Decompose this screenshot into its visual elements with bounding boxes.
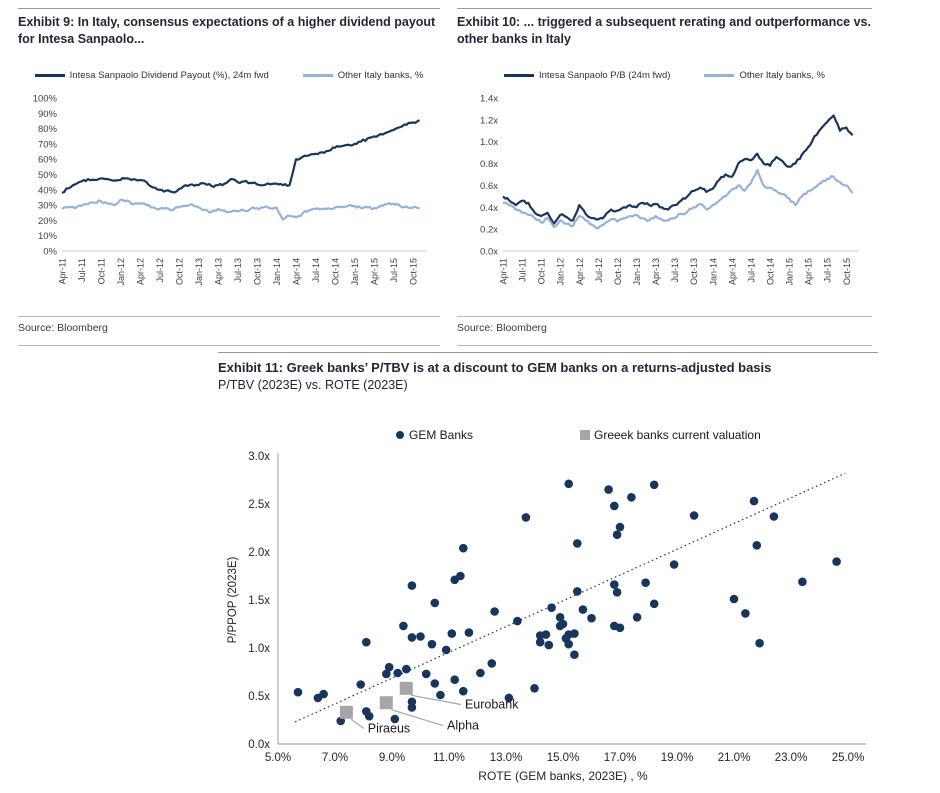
x-tick-label: Jan-14 [708, 258, 719, 286]
gem-bank-dot [570, 629, 579, 638]
gem-bank-dot [610, 502, 619, 511]
gem-bank-dot [428, 640, 437, 649]
gem-bank-dot [442, 646, 451, 655]
gem-bank-dot [559, 620, 568, 629]
annotation-leader-line [411, 695, 461, 704]
y-tick-label: 1.0x [480, 137, 498, 149]
gem-bank-dot [627, 493, 636, 502]
exhibit10-line-chart [457, 88, 872, 305]
divider-top [18, 8, 440, 9]
gem-bank-dot [408, 703, 417, 712]
y-tick-label: 0.8x [480, 159, 498, 171]
x-tick-label: 5.0% [264, 752, 292, 764]
x-axis-title: ROTE (GEM banks, 2023E) , % [478, 769, 648, 783]
gem-bank-dot [431, 679, 440, 688]
x-tick-label: Oct-13 [252, 258, 263, 286]
gem-bank-dot [613, 588, 622, 597]
divider-bottom [457, 345, 872, 346]
x-tick-label: Oct-12 [174, 258, 185, 286]
greek-banks-square-marker [580, 430, 590, 440]
x-tick-label: Jan-12 [116, 258, 126, 286]
gem-bank-dot [459, 687, 468, 696]
legend-item-greek-banks [580, 428, 761, 442]
y-tick-label: 1.5x [248, 595, 270, 607]
exhibit10-title: Exhibit 10: ... triggered a subsequent rerating and outperformance vs. other banks in Italy [457, 15, 871, 47]
exhibit11-subtitle: P/TBV (2023E) vs. ROTE (2023E) [218, 378, 408, 392]
x-tick-label: Oct-14 [765, 258, 776, 286]
x-tick-label: Jan-12 [555, 258, 566, 286]
x-tick-label: 11.0% [433, 752, 465, 764]
y-tick-label: 0.2x [480, 224, 498, 236]
gem-bank-dot [448, 629, 457, 638]
x-tick-label: Jul-11 [517, 258, 528, 282]
gem-bank-dot [755, 639, 764, 648]
gem-bank-dot [490, 607, 499, 616]
x-tick-label: Apr-15 [369, 258, 380, 286]
intesa-line-swatch [35, 74, 65, 77]
y-tick-label: 70% [37, 139, 57, 151]
y-tick-label: 0.4x [480, 202, 498, 214]
gem-bank-dot [564, 640, 573, 649]
gem-bank-dot [408, 633, 417, 642]
greek-bank-square-piraeus [340, 706, 353, 719]
gem-bank-dot [690, 511, 699, 520]
other-banks-line-swatch [704, 74, 734, 77]
y-tick-label: 50% [37, 170, 57, 181]
gem-bank-dot [365, 712, 374, 721]
legend-item-intesa-payout [35, 70, 269, 81]
y-tick-label: 30% [37, 200, 57, 212]
gem-bank-dot [294, 688, 303, 697]
exhibit10-legend [457, 70, 872, 81]
x-tick-label: Oct-11 [96, 258, 107, 285]
y-tick-label: 0.6x [480, 180, 498, 192]
gem-bank-dot [579, 605, 588, 614]
y-tick-label: 1.4x [480, 93, 498, 105]
gem-bank-dot [362, 638, 371, 647]
x-tick-label: 15.0% [546, 752, 580, 764]
line-series-1 [62, 200, 420, 220]
y-tick-label: 100% [32, 93, 57, 105]
gem-bank-dot [587, 614, 596, 623]
line-series-0 [503, 116, 853, 224]
gem-bank-dot [753, 541, 762, 550]
divider-top [457, 8, 872, 9]
gem-bank-dot [393, 669, 402, 678]
gem-bank-dot [573, 587, 582, 596]
gem-bank-dot [650, 600, 659, 609]
x-tick-label: Apr-14 [727, 258, 738, 286]
gem-bank-dot [670, 560, 679, 569]
y-tick-label: 10% [37, 231, 57, 243]
y-tick-label: 0.5x [248, 691, 270, 703]
gem-bank-dot [610, 580, 619, 589]
x-tick-label: 7.0% [321, 752, 349, 764]
gem-bank-dot [459, 544, 468, 553]
x-tick-label: Jan-15 [350, 258, 360, 286]
gem-bank-dot [650, 481, 659, 490]
gem-bank-dot [431, 599, 440, 608]
y-tick-label: 20% [37, 215, 57, 227]
gem-bank-dot [356, 680, 365, 689]
x-tick-label: 13.0% [489, 752, 523, 764]
x-tick-label: Jan-14 [272, 258, 282, 286]
exhibit9-title: Exhibit 9: In Italy, consensus expectations of a higher dividend payout for Intesa Sanpaolo... [18, 15, 436, 47]
x-tick-label: Oct-11 [536, 258, 547, 285]
y-tick-label: 90% [37, 108, 57, 120]
divider [457, 316, 872, 317]
gem-bank-dot [604, 485, 613, 494]
gem-bank-dot [456, 572, 465, 581]
x-tick-label: Jul-15 [822, 258, 833, 283]
y-tick-label: 60% [37, 154, 57, 166]
x-tick-label: Oct-15 [408, 258, 419, 286]
x-tick-label: Apr-15 [803, 258, 814, 286]
x-tick-label: Jan-15 [784, 258, 795, 286]
gem-bank-dot [402, 665, 411, 674]
y-axis-title: P/PPOP (2023E) [227, 556, 239, 644]
gem-bank-dot [570, 650, 579, 659]
x-tick-label: Apr-14 [291, 258, 302, 286]
divider-top [218, 352, 878, 353]
annotation-label-piraeus: Piraeus [367, 721, 411, 736]
y-tick-label: 1.0x [248, 643, 270, 655]
exhibit9-line-chart [18, 88, 440, 305]
gem-bank-dot [770, 512, 779, 521]
gem-bank-dot [633, 613, 642, 622]
x-tick-label: Jul-14 [311, 258, 321, 283]
intesa-line-swatch [504, 74, 534, 77]
x-tick-label: Jul-13 [670, 258, 681, 283]
y-tick-label: 1.2x [480, 115, 498, 127]
x-tick-label: 25.0% [831, 752, 865, 764]
divider-bottom [18, 345, 440, 346]
gem-bank-dot [530, 684, 539, 693]
x-tick-label: Jul-12 [593, 258, 604, 283]
x-tick-label: Jul-15 [389, 258, 399, 283]
gem-bank-dot [741, 609, 750, 618]
exhibit9-panel [18, 0, 440, 350]
trendline [295, 473, 845, 722]
gem-bank-dot [832, 557, 841, 566]
gem-bank-dot [547, 603, 556, 612]
gem-bank-dot [542, 630, 551, 639]
x-tick-label: Apr-11 [498, 258, 509, 285]
divider [18, 316, 440, 317]
x-tick-label: Jan-13 [194, 258, 204, 286]
annotation-label-eurobank: Eurobank [464, 697, 519, 712]
annotation-leader-line [351, 719, 363, 728]
x-tick-label: 17.0% [603, 752, 637, 764]
gem-bank-dot [436, 691, 445, 700]
gem-bank-dot [750, 497, 759, 506]
y-tick-label: 40% [37, 185, 57, 197]
x-tick-label: Jul-12 [155, 258, 165, 283]
x-tick-label: Jul-14 [746, 258, 757, 283]
legend-label: GEM Banks [409, 428, 474, 442]
gem-bank-dot [416, 632, 425, 641]
legend-label: Intesa Sanpaolo Dividend Payout (%), 24m fwd [69, 70, 269, 81]
y-tick-label: 0.0x [248, 739, 270, 751]
exhibit9-legend [18, 70, 440, 81]
line-series-0 [62, 120, 420, 193]
gem-bank-dot [476, 669, 485, 678]
gem-bank-dot [613, 530, 622, 539]
legend-label: Other Italy banks, % [739, 70, 826, 81]
gem-bank-dot [488, 659, 497, 668]
gem-bank-dot [408, 581, 417, 590]
x-tick-label: 23.0% [774, 752, 808, 764]
x-tick-label: 19.0% [660, 752, 694, 764]
x-tick-label: Oct-13 [689, 258, 700, 286]
legend-item-other-banks-payout [303, 70, 424, 81]
gem-banks-dot-marker [396, 431, 404, 439]
gem-bank-dot [399, 622, 408, 631]
x-tick-label: Apr-13 [213, 258, 224, 286]
gem-bank-dot [798, 578, 807, 587]
greek-bank-square-eurobank [400, 682, 413, 695]
gem-bank-dot [564, 480, 573, 489]
x-tick-label: Jan-13 [632, 258, 642, 286]
line-series-1 [503, 170, 853, 228]
x-tick-label: 21.0% [717, 752, 751, 764]
y-tick-label: 2.5x [248, 499, 270, 511]
gem-bank-dot [616, 624, 625, 633]
x-tick-label: Apr-11 [57, 258, 68, 285]
gem-bank-dot [545, 641, 554, 650]
exhibit10-panel [457, 0, 872, 350]
exhibit9-source: Source: Bloomberg [18, 322, 108, 334]
x-tick-label: Apr-13 [651, 258, 662, 286]
gem-bank-dot [465, 628, 474, 637]
y-tick-label: 3.0x [248, 451, 270, 463]
greek-bank-square-alpha [380, 696, 393, 709]
x-tick-label: Jul-11 [77, 258, 87, 282]
x-tick-label: Oct-12 [612, 258, 623, 286]
exhibit10-source: Source: Bloomberg [457, 322, 547, 334]
gem-bank-dot [536, 638, 545, 647]
legend-label: Greeek banks current valuation [594, 428, 761, 442]
y-tick-label: 2.0x [248, 547, 270, 559]
gem-bank-dot [641, 578, 650, 587]
x-tick-label: Jul-13 [233, 258, 243, 283]
legend-label: Intesa Sanpaolo P/B (24m fwd) [538, 70, 671, 81]
x-tick-label: Oct-14 [330, 258, 341, 286]
y-tick-label: 0% [43, 246, 57, 258]
gem-bank-dot [385, 663, 394, 672]
gem-bank-dot [730, 595, 739, 604]
y-tick-label: 0.0x [480, 246, 498, 258]
legend-item-gem-banks [396, 428, 473, 442]
y-tick-label: 80% [37, 124, 57, 136]
other-banks-line-swatch [303, 74, 333, 77]
x-tick-label: 9.0% [378, 752, 406, 764]
legend-item-other-banks-pb [704, 70, 825, 81]
x-tick-label: Apr-12 [574, 258, 585, 286]
exhibit11-scatter-chart [218, 448, 878, 793]
annotation-label-alpha: Alpha [447, 718, 479, 733]
legend-label: Other Italy banks, % [337, 70, 424, 81]
legend-item-intesa-pb [504, 70, 671, 81]
x-tick-label: Oct-15 [841, 258, 852, 286]
gem-bank-dot [616, 523, 625, 532]
exhibit11-panel [218, 352, 878, 793]
exhibit11-title: Exhibit 11: Greek banks’ P/TBV is at a discount to GEM banks on a returns-adjusted basis [218, 360, 772, 375]
gem-bank-dot [522, 513, 531, 522]
gem-bank-dot [450, 675, 459, 684]
gem-bank-dot [573, 539, 582, 548]
gem-bank-dot [422, 670, 431, 679]
gem-bank-dot [513, 617, 522, 626]
x-tick-label: Apr-12 [135, 258, 146, 286]
gem-bank-dot [319, 690, 328, 699]
